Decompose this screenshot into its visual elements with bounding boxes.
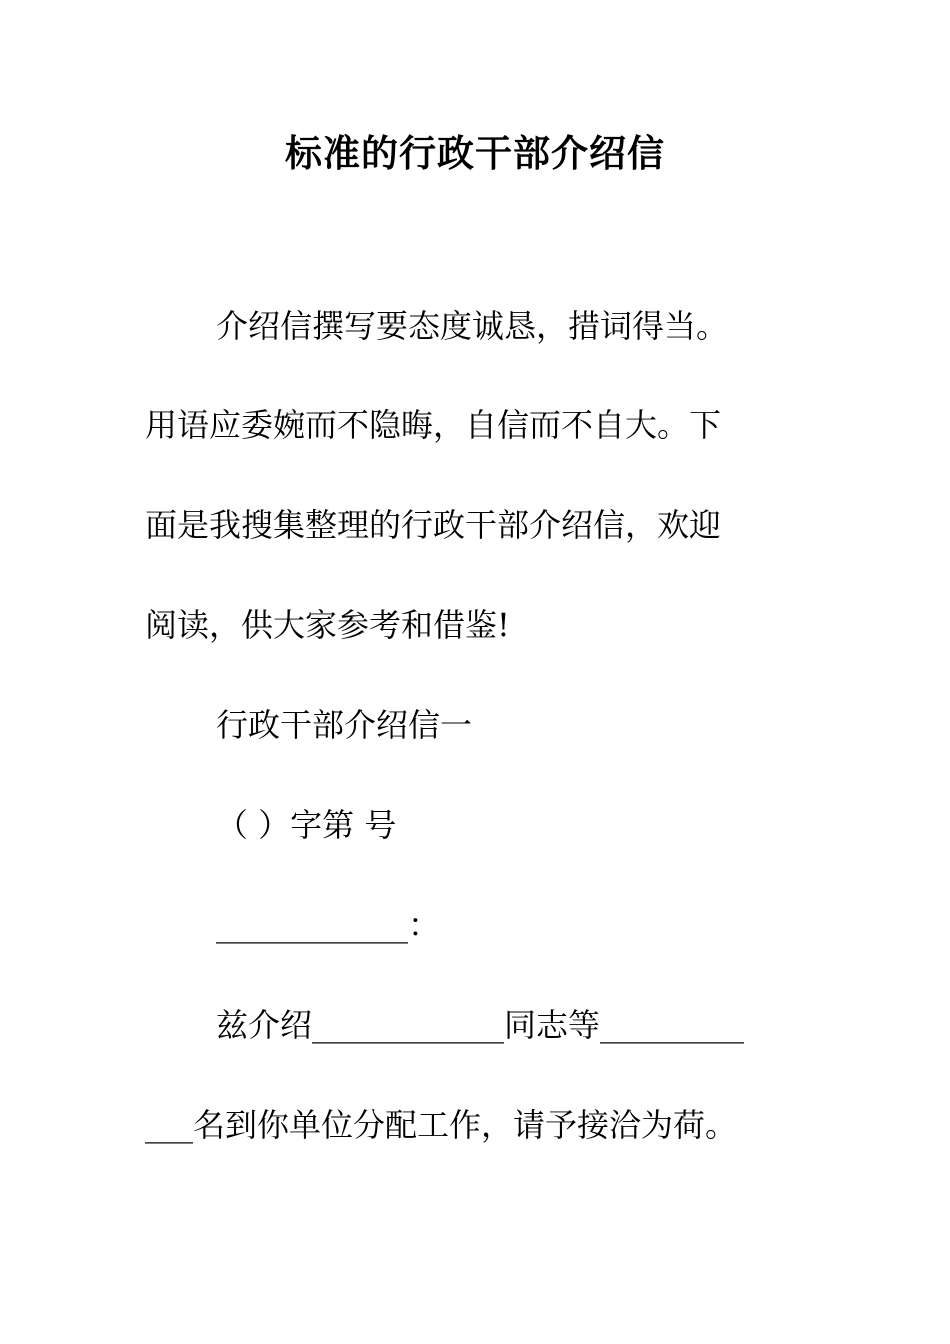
section-heading: 行政干部介绍信一 (216, 706, 473, 744)
intro-line-1: 介绍信撰写要态度诚恳，措词得当。 (216, 307, 729, 345)
body-line-1: 兹介绍____________同志等_________ (216, 1006, 745, 1044)
intro-line-2: 用语应委婉而不隐晦，自信而不自大。下 (145, 406, 722, 444)
recipient-line: ____________： (216, 906, 441, 944)
intro-line-4: 阅读，供大家参考和借鉴! (145, 606, 510, 644)
intro-line-3: 面是我搜集整理的行政干部介绍信，欢迎 (145, 506, 722, 544)
reference-number-line: （ ）字第 号 (216, 806, 397, 844)
body-line-2: ___名到你单位分配工作，请予接洽为荷。 (145, 1106, 738, 1144)
document-title: 标准的行政干部介绍信 (285, 131, 665, 175)
